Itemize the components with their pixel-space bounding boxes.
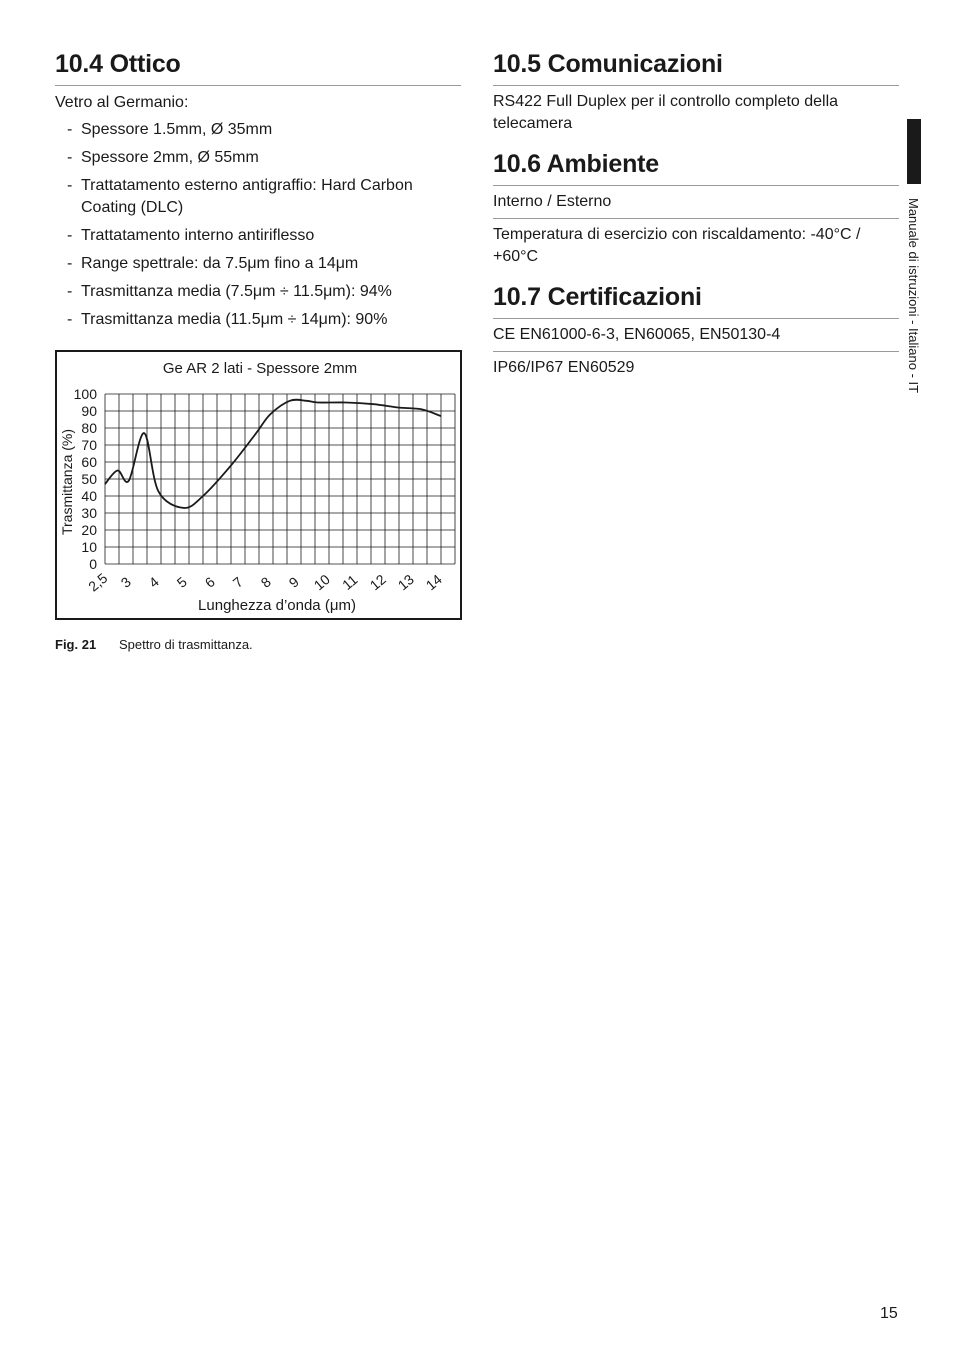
- chart-x-label: Lunghezza d’onda (μm): [198, 597, 356, 614]
- list-item: - Spessore 1.5mm, Ø 35mm: [67, 119, 461, 141]
- side-tab-marker: [907, 119, 921, 184]
- y-tick-label: 40: [81, 488, 97, 504]
- x-tick-label: 9: [285, 573, 302, 591]
- spec-row: IP66/IP67 EN60529: [493, 359, 635, 376]
- x-tick-label: 4: [145, 573, 162, 591]
- heading-ottico: 10.4 Ottico: [55, 50, 461, 86]
- x-tick-label: 7: [229, 573, 246, 591]
- section-ambiente: [493, 150, 899, 273]
- x-tick-label: 10: [310, 571, 333, 594]
- x-tick-label: 5: [173, 573, 190, 591]
- y-tick-label: 80: [81, 420, 97, 436]
- y-tick-label: 90: [81, 403, 97, 419]
- x-tick-label: 13: [394, 571, 417, 594]
- y-tick-label: 20: [81, 522, 97, 538]
- section-comunicazioni: [493, 50, 899, 140]
- list-item: - Trattatamento esterno antigraffio: Hard Carbon Coating (DLC): [67, 175, 461, 219]
- y-tick-label: 30: [81, 505, 97, 521]
- heading-ambiente: 10.6 Ambiente: [493, 150, 899, 186]
- list-item: - Trattatamento interno antiriflesso: [67, 225, 461, 247]
- x-tick-label: 14: [422, 571, 445, 594]
- x-tick-label: 2,5: [85, 569, 111, 595]
- y-tick-label: 100: [73, 386, 97, 402]
- x-tick-label: 3: [117, 573, 134, 591]
- figure-caption-text: Spettro di trasmittanza.: [119, 637, 253, 652]
- list-item: - Trasmittanza media (7.5μm ÷ 11.5μm): 94%: [67, 281, 461, 303]
- y-tick-label: 60: [81, 454, 97, 470]
- heading-comunicazioni: 10.5 Comunicazioni: [493, 50, 899, 86]
- y-tick-label: 50: [81, 471, 97, 487]
- spec-row: CE EN61000-6-3, EN60065, EN50130-4: [493, 319, 899, 352]
- spec-row: Interno / Esterno: [493, 186, 899, 219]
- x-tick-label: 12: [366, 571, 389, 594]
- section-certificazioni: [493, 283, 899, 384]
- right-column: [493, 50, 899, 394]
- figure-caption: [55, 637, 253, 652]
- list-item: - Range spettrale: da 7.5μm fino a 14μm: [67, 253, 461, 275]
- x-tick-label: 8: [257, 573, 274, 591]
- y-tick-label: 70: [81, 437, 97, 453]
- y-tick-label: 0: [89, 556, 97, 572]
- side-running-title: Manuale di istruzioni - Italiano - IT: [906, 198, 921, 394]
- y-tick-label: 10: [81, 539, 97, 555]
- list-item: - Trasmittanza media (11.5μm ÷ 14μm): 90%: [67, 309, 461, 331]
- x-tick-label: 6: [201, 573, 218, 591]
- list-item: - Spessore 2mm, Ø 55mm: [67, 147, 461, 169]
- transmittance-chart: [55, 350, 462, 620]
- section-ottico: [55, 50, 461, 337]
- chart-svg: [57, 352, 460, 618]
- heading-certificazioni: 10.7 Certificazioni: [493, 283, 899, 319]
- spec-row: Temperatura di esercizio con riscaldamento: -40°C / +60°C: [493, 226, 861, 265]
- intro-text: Vetro al Germanio:: [55, 94, 189, 111]
- chart-title: Ge AR 2 lati - Spessore 2mm: [162, 360, 358, 377]
- spec-row: RS422 Full Duplex per il controllo completo della telecamera: [493, 93, 839, 132]
- chart-y-label: Trasmittanza (%): [59, 428, 75, 536]
- spec-list: [55, 119, 461, 331]
- x-tick-label: 11: [339, 571, 361, 593]
- figure-label: Fig. 21: [55, 637, 97, 652]
- page-number: 15: [880, 1305, 898, 1322]
